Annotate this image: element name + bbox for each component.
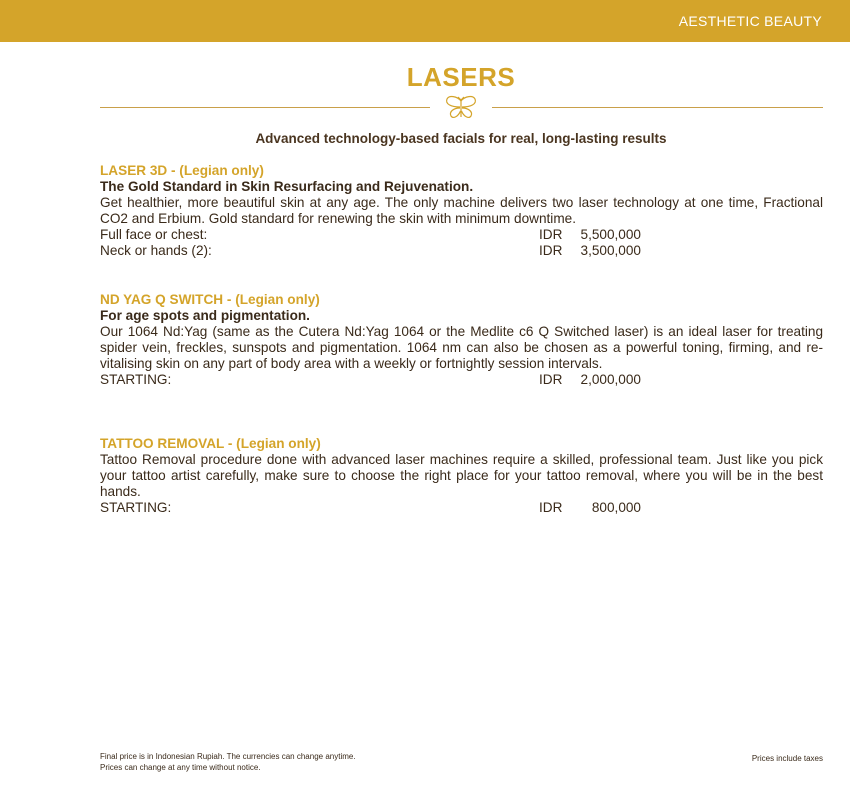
price-label: STARTING:: [100, 500, 172, 515]
section-description: Our 1064 Nd:Yag (same as the Cutera Nd:Yag 1064 or the Medlite c6 Q Switched laser) is an ideal laser for treating spider vein, freckles, sunspots and pigmentation. 1064 nm can also be chosen as a powerful toning, firming, and re-vitalising skin on any part of body area with a weekly or fortnightly session intervals.: [100, 324, 823, 371]
section-title: ND YAG Q SWITCH - (Legian only): [100, 292, 320, 307]
price-row: [100, 372, 823, 388]
section-description: Get healthier, more beautiful skin at any age. The only machine delivers two laser technology at one time, Fractional CO2 and Erbium. Gold standard for renewing the skin with minimum downtime.: [100, 195, 823, 226]
price-row: [100, 243, 823, 259]
price-amount: 3,500,000: [580, 243, 641, 258]
page-title: LASERS: [406, 62, 516, 92]
price-currency: IDR: [539, 372, 563, 387]
section-tagline: The Gold Standard in Skin Resurfacing and Rejuvenation.: [100, 179, 474, 194]
section-tattoo-removal: [100, 436, 823, 516]
price-amount: 2,000,000: [580, 372, 641, 387]
footer-line-2: Prices can change at any time without notice.: [100, 763, 261, 772]
section-tagline: For age spots and pigmentation.: [100, 308, 310, 323]
price-amount: 800,000: [591, 500, 641, 515]
divider-right: [492, 107, 823, 108]
price-currency: IDR: [539, 227, 563, 242]
header-bar: [0, 0, 850, 42]
price-row: [100, 500, 823, 516]
header-label: AESTHETIC BEAUTY: [678, 13, 822, 29]
section-laser-3d: [100, 163, 823, 259]
price-label: STARTING:: [100, 372, 172, 387]
price-currency: IDR: [539, 243, 563, 258]
footer-taxes-note: Prices include taxes: [751, 754, 823, 763]
footer-disclaimer: [100, 751, 356, 773]
price-label: Full face or chest:: [100, 227, 208, 242]
price-currency: IDR: [539, 500, 563, 515]
section-title: TATTOO REMOVAL - (Legian only): [100, 436, 321, 451]
divider-left: [100, 107, 430, 108]
footer-line-1: Final price is in Indonesian Rupiah. The currencies can change anytime.: [100, 752, 356, 761]
price-row: [100, 227, 823, 243]
page-subtitle: Advanced technology-based facials for real, long-lasting results: [255, 131, 667, 146]
butterfly-ornament-icon: [443, 95, 479, 121]
price-amount: 5,500,000: [580, 227, 641, 242]
section-nd-yag: [100, 292, 823, 388]
price-label: Neck or hands (2):: [100, 243, 212, 258]
section-title: LASER 3D - (Legian only): [100, 163, 264, 178]
section-description: Tattoo Removal procedure done with advanced laser machines require a skilled, professional team. Just like you pick your tattoo artist carefully, make sure to choose the right place for your tattoo removal, where you will be in the best hands.: [100, 452, 823, 499]
